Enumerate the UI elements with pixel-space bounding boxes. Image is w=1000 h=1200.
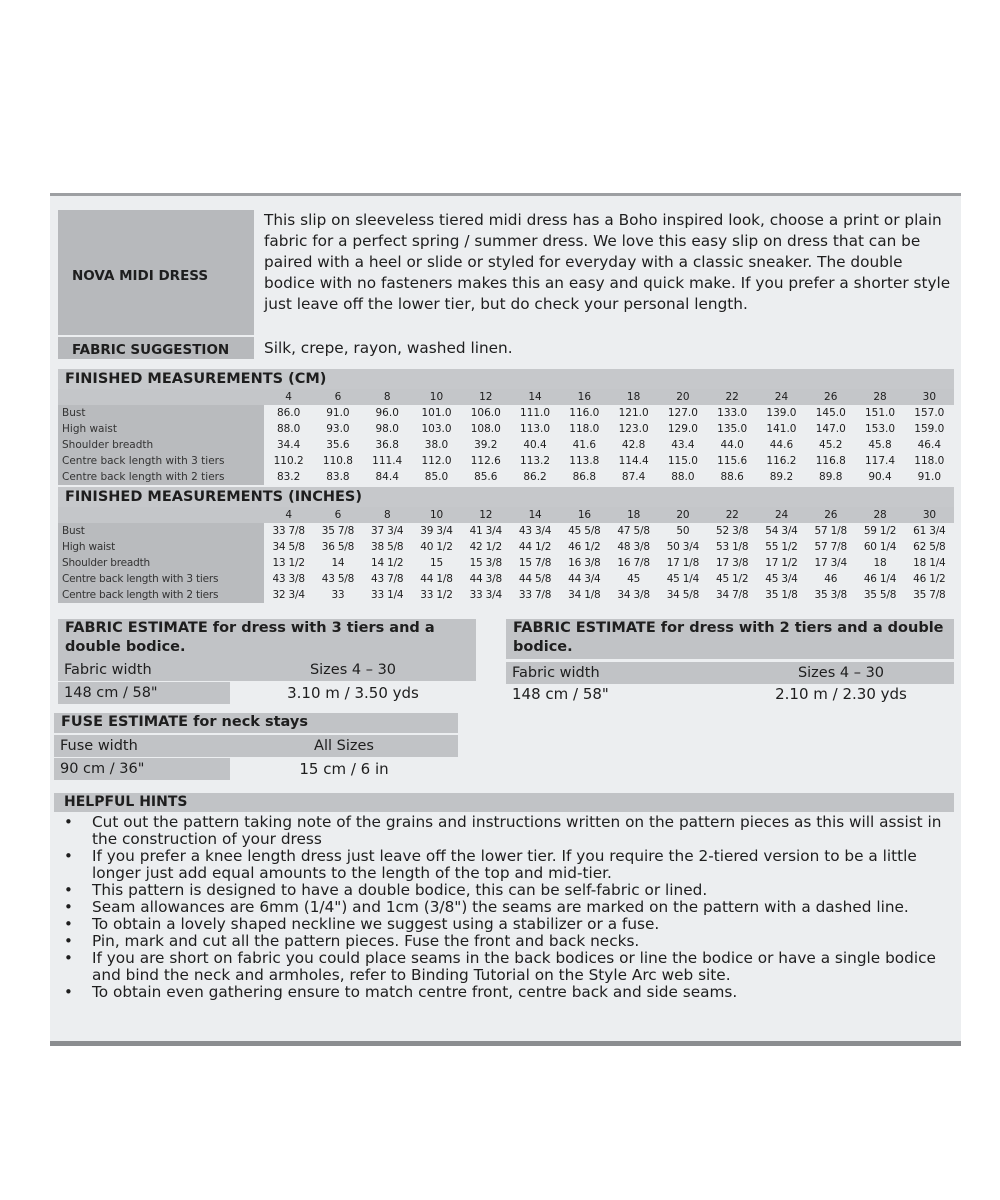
- measurement-value: 33 1/4: [371, 589, 404, 601]
- measurement-row: [58, 571, 954, 587]
- helpful-hints-list: [62, 814, 952, 1001]
- measurement-value: 113.0: [520, 423, 551, 435]
- measurement-value: 15 3/8: [469, 557, 502, 569]
- cm-table-heading: FINISHED MEASUREMENTS (CM): [58, 369, 954, 389]
- size-header: 30: [905, 389, 954, 405]
- measurement-value: 59 1/2: [863, 525, 897, 537]
- size-header: 20: [658, 389, 707, 405]
- bullet-icon: •: [64, 881, 73, 899]
- measurement-value: 159.0: [914, 423, 945, 435]
- measurement-value: 47 5/8: [617, 525, 650, 537]
- measurement-value: 45 3/4: [765, 573, 798, 585]
- fabric-suggestion-label: FABRIC SUGGESTION: [72, 342, 230, 358]
- measurement-value: 45 5/8: [568, 525, 601, 537]
- pattern-title: NOVA MIDI DRESS: [72, 268, 209, 284]
- measurement-value: 34 7/8: [715, 589, 749, 601]
- measurement-value: 147.0: [815, 423, 846, 435]
- fabric-suggestion-value: Silk, crepe, rayon, washed linen.: [264, 339, 513, 357]
- bullet-icon: •: [64, 949, 73, 967]
- measurement-value: 53 1/8: [715, 541, 749, 553]
- bullet-icon: •: [64, 915, 73, 933]
- measurement-value: 44 1/8: [420, 573, 453, 585]
- measurement-value: 33 7/8: [272, 525, 305, 537]
- measurement-value: 113.8: [569, 455, 600, 467]
- measurement-value: 50: [676, 525, 690, 537]
- helpful-hints-heading: HELPFUL HINTS: [54, 793, 954, 812]
- measurement-value: 13 1/2: [272, 557, 305, 569]
- hint-item: [62, 984, 952, 1001]
- fuse-width: 90 cm / 36": [54, 758, 230, 780]
- measurement-value: 135.0: [717, 423, 748, 435]
- measurement-value: 45 1/2: [715, 573, 749, 585]
- size-header: 8: [363, 507, 412, 523]
- measurement-value: 33 7/8: [518, 589, 552, 601]
- measurement-value: 118.0: [914, 455, 945, 467]
- measurement-row: [58, 539, 954, 555]
- measurement-value: 16 7/8: [617, 557, 650, 569]
- measurement-value: 35 3/8: [814, 589, 847, 601]
- size-header: 28: [855, 507, 904, 523]
- hint-text: To obtain a lovely shaped neckline we suggest using a stabilizer or a fuse.: [92, 915, 660, 933]
- measurement-value: 14: [331, 557, 345, 569]
- measurement-value: 88.0: [671, 471, 695, 483]
- measurement-value: 91.0: [326, 407, 350, 419]
- measurement-value: 121.0: [618, 407, 649, 419]
- measurement-value: 34.4: [276, 439, 301, 451]
- measurement-value: 34 1/8: [568, 589, 601, 601]
- measurement-row: [58, 523, 954, 539]
- measurement-value: 117.4: [864, 455, 896, 467]
- measurement-value: 39.2: [474, 439, 498, 451]
- measurement-value: 89.2: [769, 471, 794, 483]
- measurement-value: 43 3/8: [272, 573, 305, 585]
- measurement-value: 15 7/8: [518, 557, 552, 569]
- measurement-value: 43.4: [671, 439, 695, 451]
- measurement-value: 40 1/2: [420, 541, 453, 553]
- estimate-3tier-col1: Fabric width: [58, 659, 230, 681]
- measurement-value: 43 5/8: [321, 573, 355, 585]
- size-header: 24: [757, 507, 806, 523]
- measurement-value: 34 5/8: [666, 589, 700, 601]
- measurement-value: 157.0: [914, 407, 945, 419]
- measurement-value: 101.0: [421, 407, 452, 419]
- measurement-row: [58, 405, 954, 421]
- measurement-value: 98.0: [375, 423, 399, 435]
- measurement-value: 96.0: [375, 407, 399, 419]
- size-header: 18: [609, 507, 658, 523]
- measurement-value: 44 3/8: [469, 573, 502, 585]
- measurement-value: 45.8: [868, 439, 892, 451]
- measurement-label: High waist: [58, 539, 264, 555]
- measurement-value: 111.4: [372, 455, 403, 467]
- measurement-value: 113.2: [520, 455, 551, 467]
- size-header-row: [58, 507, 954, 523]
- measurement-value: 45 1/4: [666, 573, 700, 585]
- measurement-value: 36.8: [375, 439, 399, 451]
- measurement-value: 44 3/4: [568, 573, 601, 585]
- bullet-icon: •: [64, 983, 73, 1001]
- measurement-value: 43 7/8: [371, 573, 404, 585]
- estimate-2tier-heading: FABRIC ESTIMATE for dress with 2 tiers and a double bodice.: [506, 619, 954, 659]
- measurement-value: 103.0: [421, 423, 452, 435]
- measurement-value: 38.0: [424, 439, 449, 451]
- size-header: 14: [510, 389, 559, 405]
- measurement-value: 40.4: [523, 439, 547, 451]
- hint-text: If you are short on fabric you could place seams in the back bodices or line the bodice or have a single bodice and bind the neck and armholes, refer to Binding Tutorial on the Style Arc web site.: [92, 949, 936, 984]
- measurement-value: 39 3/4: [420, 525, 453, 537]
- bullet-icon: •: [64, 813, 73, 831]
- measurement-value: 62 5/8: [913, 541, 946, 553]
- measurement-value: 111.0: [520, 407, 551, 419]
- size-header: 10: [412, 389, 461, 405]
- fuse-amount: 15 cm / 6 in: [299, 760, 389, 778]
- measurement-value: 86.8: [572, 471, 597, 483]
- measurement-row: [58, 587, 954, 603]
- measurement-value: 18: [873, 557, 887, 569]
- measurement-value: 61 3/4: [913, 525, 946, 537]
- hint-item: [62, 848, 952, 882]
- estimate-2tier-width: 148 cm / 58": [512, 685, 609, 703]
- measurement-value: 15: [430, 557, 443, 569]
- measurement-value: 108.0: [470, 423, 501, 435]
- size-header: 22: [708, 389, 757, 405]
- measurement-value: 17 3/8: [715, 557, 749, 569]
- fuse-estimate-heading: FUSE ESTIMATE for neck stays: [54, 713, 458, 733]
- measurement-row: [58, 453, 954, 469]
- measurement-value: 85.6: [474, 471, 498, 483]
- hint-text: This pattern is designed to have a double bodice, this can be self-fabric or lined.: [92, 881, 708, 899]
- measurement-value: 129.0: [667, 423, 698, 435]
- size-header: 24: [757, 389, 806, 405]
- measurement-value: 141.0: [766, 423, 797, 435]
- measurement-value: 37 3/4: [371, 525, 404, 537]
- measurement-value: 153.0: [864, 423, 896, 435]
- measurement-value: 46.4: [917, 439, 942, 451]
- size-header: 30: [905, 507, 954, 523]
- hint-item: [62, 916, 952, 933]
- measurement-value: 36 5/8: [321, 541, 355, 553]
- measurement-value: 44 1/2: [518, 541, 552, 553]
- measurement-value: 112.6: [470, 455, 501, 467]
- intro-paragraph: This slip on sleeveless tiered midi dress has a Boho inspired look, choose a print or plain fabric for a perfect spring / summer dress. We love this easy slip on dress that can be paired with a heel or slide or styled for everyday with a classic sneaker. The double bodice with no fasteners makes this an easy and quick make. If you prefer a shorter style just leave off the lower tier, but do check your personal length.: [264, 211, 951, 313]
- measurement-value: 112.0: [421, 455, 452, 467]
- measurement-label: Shoulder breadth: [58, 437, 264, 453]
- measurement-value: 139.0: [766, 407, 797, 419]
- measurement-row: [58, 437, 954, 453]
- cropped-next-section: [50, 1041, 961, 1046]
- size-header: 12: [461, 389, 510, 405]
- measurement-value: 44.6: [769, 439, 794, 451]
- measurement-value: 35 1/8: [765, 589, 798, 601]
- measurement-value: 43 3/4: [518, 525, 552, 537]
- measurement-label: High waist: [58, 421, 264, 437]
- measurement-value: 42.8: [621, 439, 646, 451]
- measurement-value: 116.0: [569, 407, 600, 419]
- measurement-value: 46 1/2: [568, 541, 601, 553]
- size-header: 16: [560, 507, 609, 523]
- measurement-value: 55 1/2: [765, 541, 798, 553]
- hint-text: If you prefer a knee length dress just leave off the lower tier. If you require the 2-tiered version to be a little longer just add equal amounts to the length of the top and mid-tier.: [92, 847, 917, 882]
- measurement-value: 115.6: [717, 455, 748, 467]
- size-header: 6: [313, 507, 362, 523]
- inch-table-heading: FINISHED MEASUREMENTS (INCHES): [58, 487, 954, 507]
- measurement-value: 16 3/8: [568, 557, 601, 569]
- hint-text: Cut out the pattern taking note of the grains and instructions written on the pattern pieces as this will assist in the construction of your dress: [92, 813, 942, 848]
- measurement-label: Centre back length with 2 tiers: [58, 587, 264, 603]
- measurement-value: 110.8: [322, 455, 353, 467]
- bullet-icon: •: [64, 847, 73, 865]
- size-header: 12: [461, 507, 510, 523]
- estimate-3tier-col2: Sizes 4 – 30: [230, 659, 476, 681]
- measurement-value: 33 3/4: [469, 589, 502, 601]
- estimate-2tier-amount: 2.10 m / 2.30 yds: [775, 685, 907, 703]
- measurement-value: 127.0: [667, 407, 698, 419]
- measurement-value: 116.8: [815, 455, 846, 467]
- measurement-value: 38 5/8: [371, 541, 404, 553]
- measurement-value: 91.0: [917, 471, 942, 483]
- measurement-value: 17 3/4: [814, 557, 847, 569]
- size-header: 26: [806, 507, 855, 523]
- hint-item: [62, 899, 952, 916]
- hint-item: [62, 814, 952, 848]
- measurement-value: 118.0: [569, 423, 600, 435]
- measurement-value: 57 1/8: [814, 525, 847, 537]
- hint-text: To obtain even gathering ensure to match centre front, centre back and side seams.: [92, 983, 738, 1001]
- measurement-value: 110.2: [273, 455, 304, 467]
- measurement-value: 88.0: [276, 423, 301, 435]
- size-header: 28: [855, 389, 904, 405]
- bullet-icon: •: [64, 898, 73, 916]
- measurement-value: 35 7/8: [913, 589, 946, 601]
- size-header: 8: [363, 389, 412, 405]
- inch-measurement-table: [58, 507, 954, 603]
- pattern-instruction-sheet: [50, 193, 961, 1046]
- measurement-value: 50 3/4: [666, 541, 700, 553]
- hint-text: Seam allowances are 6mm (1/4") and 1cm (3/8") the seams are marked on the pattern with a dashed line.: [92, 898, 909, 916]
- measurement-value: 45.2: [819, 439, 843, 451]
- measurement-value: 35 7/8: [321, 525, 355, 537]
- measurement-value: 33 1/2: [420, 589, 453, 601]
- size-header: 20: [658, 507, 707, 523]
- measurement-value: 151.0: [864, 407, 896, 419]
- measurement-value: 18 1/4: [913, 557, 946, 569]
- measurement-value: 14 1/2: [371, 557, 404, 569]
- size-header: 18: [609, 389, 658, 405]
- measurement-label: Bust: [58, 523, 264, 539]
- measurement-value: 87.4: [621, 471, 646, 483]
- measurement-value: 60 1/4: [863, 541, 897, 553]
- measurement-value: 44 5/8: [518, 573, 552, 585]
- measurement-value: 83.2: [276, 471, 301, 483]
- measurement-value: 46 1/4: [863, 573, 897, 585]
- size-header-row: [58, 389, 954, 405]
- measurement-value: 17 1/8: [666, 557, 700, 569]
- measurement-value: 32 3/4: [272, 589, 305, 601]
- measurement-value: 106.0: [470, 407, 501, 419]
- measurement-value: 42 1/2: [469, 541, 502, 553]
- measurement-value: 35.6: [326, 439, 350, 451]
- measurement-value: 35 5/8: [863, 589, 897, 601]
- measurement-value: 114.4: [618, 455, 649, 467]
- hint-item: [62, 933, 952, 950]
- size-header: 16: [560, 389, 609, 405]
- fuse-col2: All Sizes: [230, 735, 458, 757]
- estimate-2tier-col2: Sizes 4 – 30: [728, 662, 954, 684]
- measurement-value: 46 1/2: [913, 573, 946, 585]
- measurement-value: 54 3/4: [765, 525, 798, 537]
- measurement-value: 52 3/8: [715, 525, 749, 537]
- hint-text: Pin, mark and cut all the pattern pieces. Fuse the front and back necks.: [92, 932, 640, 950]
- measurement-value: 90.4: [868, 471, 892, 483]
- estimate-3tier-amount: 3.10 m / 3.50 yds: [287, 684, 419, 702]
- measurement-value: 85.0: [424, 471, 449, 483]
- bullet-icon: •: [64, 932, 73, 950]
- measurement-value: 116.2: [766, 455, 797, 467]
- measurement-value: 84.4: [375, 471, 399, 483]
- estimate-3tier-width: 148 cm / 58": [58, 682, 230, 704]
- measurement-value: 34 3/8: [617, 589, 650, 601]
- measurement-value: 44.0: [720, 439, 744, 451]
- cm-measurement-table: [58, 389, 954, 485]
- hint-item: [62, 950, 952, 984]
- estimate-2tier-col1: Fabric width: [506, 662, 728, 684]
- measurement-value: 33: [331, 589, 345, 601]
- measurement-value: 115.0: [667, 455, 698, 467]
- measurement-label: Centre back length with 3 tiers: [58, 571, 264, 587]
- measurement-value: 86.0: [276, 407, 301, 419]
- measurement-value: 145.0: [815, 407, 846, 419]
- measurement-row: [58, 421, 954, 437]
- size-header: 26: [806, 389, 855, 405]
- measurement-value: 88.6: [720, 471, 744, 483]
- measurement-value: 83.8: [326, 471, 350, 483]
- measurement-label: Shoulder breadth: [58, 555, 264, 571]
- size-header: 4: [264, 507, 313, 523]
- measurement-value: 17 1/2: [765, 557, 798, 569]
- measurement-value: 133.0: [717, 407, 748, 419]
- measurement-value: 86.2: [523, 471, 547, 483]
- size-header: 22: [708, 507, 757, 523]
- size-header: 14: [510, 507, 559, 523]
- measurement-value: 48 3/8: [617, 541, 650, 553]
- measurement-value: 46: [824, 573, 838, 585]
- size-header-blank: [58, 389, 264, 405]
- size-header: 10: [412, 507, 461, 523]
- measurement-value: 41.6: [572, 439, 597, 451]
- fuse-col1: Fuse width: [54, 735, 230, 757]
- measurement-row: [58, 469, 954, 485]
- measurement-value: 93.0: [326, 423, 350, 435]
- measurement-value: 57 7/8: [814, 541, 847, 553]
- measurement-row: [58, 555, 954, 571]
- measurement-label: Centre back length with 2 tiers: [58, 469, 264, 485]
- size-header: 4: [264, 389, 313, 405]
- measurement-value: 34 5/8: [272, 541, 305, 553]
- measurement-label: Centre back length with 3 tiers: [58, 453, 264, 469]
- size-header-blank: [58, 507, 264, 523]
- estimate-3tier-heading: FABRIC ESTIMATE for dress with 3 tiers and a double bodice.: [58, 619, 476, 659]
- measurement-label: Bust: [58, 405, 264, 421]
- measurement-value: 89.8: [819, 471, 843, 483]
- size-header: 6: [313, 389, 362, 405]
- measurement-value: 45: [627, 573, 641, 585]
- measurement-value: 123.0: [618, 423, 649, 435]
- measurement-value: 41 3/4: [469, 525, 502, 537]
- hint-item: [62, 882, 952, 899]
